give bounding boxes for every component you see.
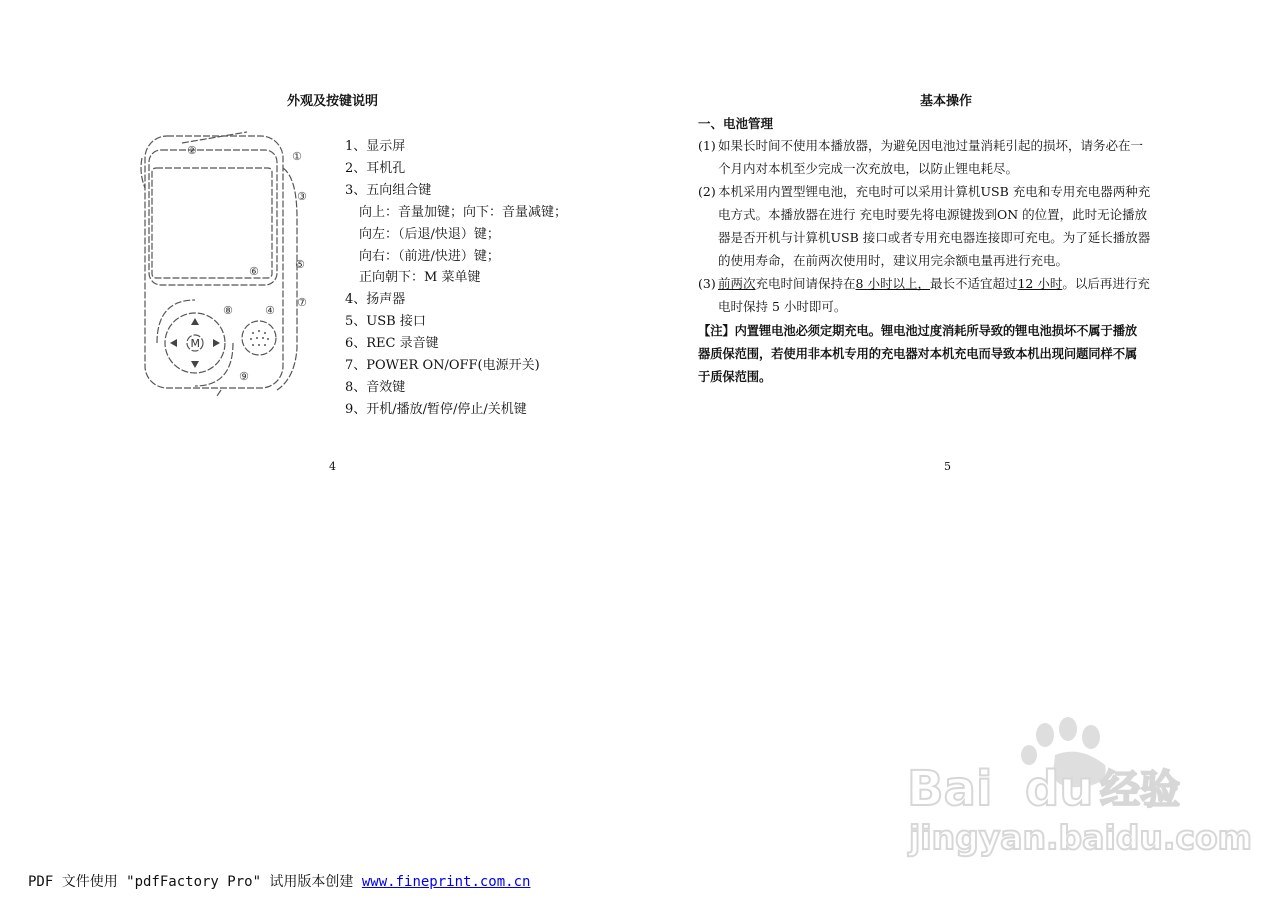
instruction-1-line: 如果长时间不使用本播放器，为避免因电池过量消耗引起的损坏，请务必在一 <box>718 138 1144 153</box>
key-description-list <box>345 136 567 421</box>
key-item-right: 向右：（前进/快进）键； <box>359 248 500 264</box>
left-page-title: 外观及按键说明 <box>287 94 379 109</box>
key-item-press-m: 正向朝下：M 菜单键 <box>359 270 481 286</box>
callout-7: ⑦ <box>297 296 307 309</box>
underlined-text: 12 小时 <box>1017 276 1063 291</box>
watermark-cn: 经验 <box>1100 767 1180 813</box>
key-item-rec: 6、REC 录音键 <box>345 336 439 352</box>
instruction-3-number: (3) <box>698 276 716 291</box>
instruction-2 <box>698 180 1203 272</box>
plain-text: 最长不适宜超过 <box>929 276 1018 291</box>
callout-6: ⑥ <box>249 265 259 278</box>
key-item-screen: 1、显示屏 <box>345 139 406 154</box>
instruction-3-line <box>718 272 1203 295</box>
watermark-brand: Bai <box>907 761 993 817</box>
instruction-3-line: 电时保持 5 小时即可。 <box>718 299 847 314</box>
note-line: 于质保范围。 <box>698 370 772 384</box>
key-item-speaker: 4、扬声器 <box>345 292 406 308</box>
underlined-text: 8 小时以上， <box>855 276 930 291</box>
key-item-earphone: 2、耳机孔 <box>345 160 406 176</box>
section-heading: 一、电池管理 <box>698 116 774 131</box>
plain-text: 充电时间请保持在 <box>755 276 856 291</box>
key-item-left: 向左：（后退/快退）键； <box>359 226 500 242</box>
pdf-footer <box>28 871 530 891</box>
callout-4: ④ <box>265 304 275 317</box>
callout-3: ③ <box>297 190 307 203</box>
instruction-2-line: 的使用寿命，在前两次使用时，建议用完余额电量再进行充电。 <box>718 253 1069 268</box>
instruction-2-line: 器是否开机与计算机USB 接口或者专用充电器连接即可充电。为了延长播放器 <box>718 230 1151 245</box>
plain-text: 。以后再进行充 <box>1062 276 1150 291</box>
note-line: 器质保范围，若使用非本机专用的充电器对本机充电而导致本机出现问题同样不属 <box>698 347 1138 361</box>
watermark-url: jingyan.baidu.com <box>909 818 1253 857</box>
footer-text: PDF 文件使用 "pdfFactory Pro" 试用版本创建 <box>28 874 362 890</box>
note-line: 【注】内置锂电池必须定期充电。锂电池过度消耗所导致的锂电池损坏不属于播放 <box>698 324 1138 338</box>
callout-2: ② <box>187 144 197 157</box>
watermark-brand-2: du <box>1025 761 1094 817</box>
callout-5: ⑤ <box>295 258 305 271</box>
instruction-2-line: 电方式。本播放器在进行 充电时要先将电源键拨到ON 的位置，此时无论播放 <box>718 207 1148 222</box>
battery-instructions <box>698 134 1203 318</box>
instruction-1-number: (1) <box>698 138 716 153</box>
callout-8: ⑧ <box>223 304 233 317</box>
instruction-3 <box>698 272 1203 318</box>
page-number-right: 5 <box>944 460 951 473</box>
fineprint-link[interactable]: www.fineprint.com.cn <box>361 874 531 890</box>
key-item-up-down: 向上：音量加键；向下：音量减键； <box>359 204 568 220</box>
instruction-2-number: (2) <box>698 184 716 199</box>
callout-1: ① <box>292 150 302 163</box>
mp3-player-diagram <box>137 128 317 400</box>
right-page-title: 基本操作 <box>920 94 973 109</box>
underlined-text: 前两次 <box>718 276 756 291</box>
callout-m-key: M <box>190 337 200 350</box>
instruction-2-line: 本机采用内置型锂电池，充电时可以采用计算机USB 充电和专用充电器两种充 <box>718 184 1151 199</box>
page-number-left: 4 <box>329 460 336 473</box>
key-item-power: 7、POWER ON/OFF(电源开关) <box>345 358 540 374</box>
warranty-note <box>698 320 1203 389</box>
instruction-1-line: 个月内对本机至少完成一次充放电，以防止锂电耗尽。 <box>718 161 1019 176</box>
callout-9: ⑨ <box>239 370 249 383</box>
key-item-usb: 5、USB 接口 <box>345 314 426 330</box>
key-item-eq: 8、音效键 <box>345 379 406 395</box>
key-item-play: 9、开机/播放/暂停/停止/关机键 <box>345 401 527 417</box>
baidu-jingyan-watermark <box>905 715 1253 860</box>
key-item-five-way: 3、五向组合键 <box>345 182 432 198</box>
instruction-1 <box>698 134 1203 180</box>
